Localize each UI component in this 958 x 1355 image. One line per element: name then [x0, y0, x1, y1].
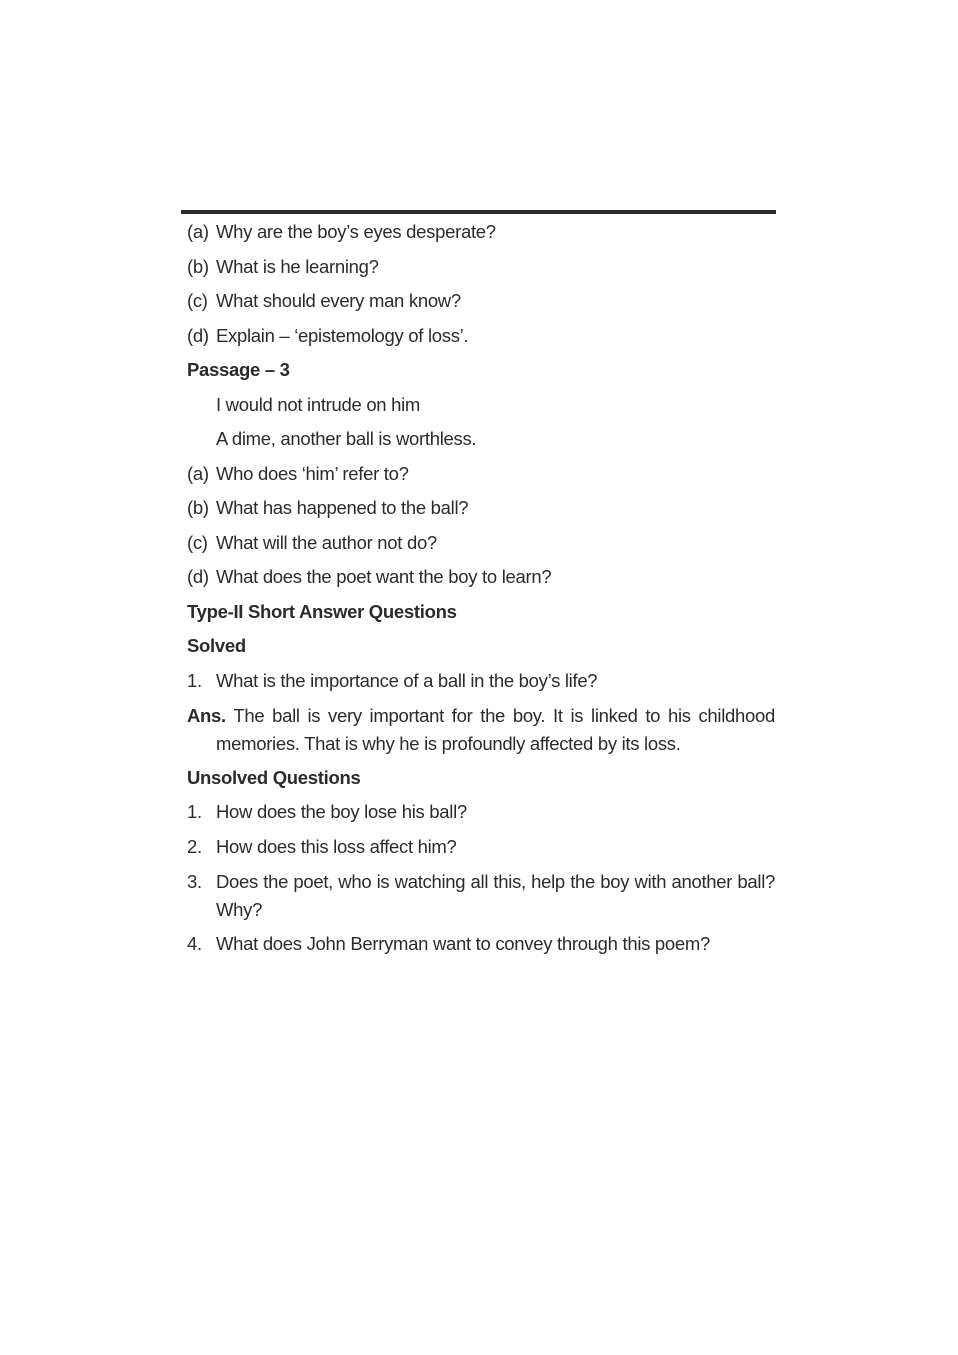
type2-heading: Type-II Short Answer Questions	[187, 600, 457, 622]
question-c	[187, 530, 775, 565]
passage-line: A dime, another ball is worthless.	[216, 428, 477, 449]
answer-text: The ball is very important for the boy. It is linked to his childhood memories. That is why he is profoundly affected by its loss.	[216, 705, 775, 754]
question-text: What does the poet want the boy to learn?	[216, 566, 552, 587]
question-text: How does the boy lose his ball?	[216, 801, 467, 822]
solved-heading: Solved	[187, 635, 246, 656]
question-tag: (d)	[187, 566, 209, 587]
question-text: What does John Berryman want to convey through this poem?	[216, 932, 710, 954]
page-content	[187, 219, 775, 965]
question-number: 2.	[187, 835, 202, 857]
question-number: 1.	[187, 801, 202, 822]
question-text: What will the author not do?	[216, 531, 437, 553]
question-number: 1.	[187, 669, 202, 691]
question-text: Why are the boy’s eyes desperate?	[216, 221, 496, 242]
question-b	[187, 254, 775, 289]
question-number: 4.	[187, 932, 202, 954]
unsolved-question-2	[187, 834, 775, 869]
passage-line: I would not intrude on him	[216, 393, 421, 415]
question-tag: (a)	[187, 221, 209, 242]
question-d	[187, 323, 775, 358]
unsolved-question-4	[187, 931, 775, 966]
question-text: What has happened to the ball?	[216, 497, 469, 518]
question-number: 3.	[187, 871, 202, 892]
question-text: How does this loss affect him?	[216, 835, 457, 857]
passage-3-heading: Passage – 3	[187, 359, 290, 380]
unsolved-heading: Unsolved Questions	[187, 766, 361, 788]
question-tag: (d)	[187, 324, 209, 346]
question-tag: (b)	[187, 255, 209, 277]
question-text: Who does ‘him’ refer to?	[216, 462, 409, 484]
answer-paragraph	[187, 702, 775, 758]
question-b	[187, 495, 775, 530]
question-tag: (b)	[187, 497, 209, 518]
question-d	[187, 564, 775, 599]
question-tag: (c)	[187, 290, 208, 311]
question-tag: (a)	[187, 462, 209, 484]
top-rule	[181, 210, 776, 214]
question-tag: (c)	[187, 531, 208, 553]
question-text: What is the importance of a ball in the boy’s life?	[216, 669, 598, 691]
question-a	[187, 461, 775, 496]
question-text: Explain – ‘epistemology of loss’.	[216, 324, 469, 346]
solved-question	[187, 668, 775, 703]
unsolved-question-1	[187, 799, 775, 834]
question-a	[187, 219, 775, 254]
question-c	[187, 288, 775, 323]
unsolved-question-3	[187, 868, 775, 924]
answer-label: Ans.	[187, 705, 226, 726]
question-text: What is he learning?	[216, 255, 379, 277]
question-text: What should every man know?	[216, 290, 461, 311]
question-text: Does the poet, who is watching all this, help the boy with another ball? Why?	[216, 871, 775, 920]
